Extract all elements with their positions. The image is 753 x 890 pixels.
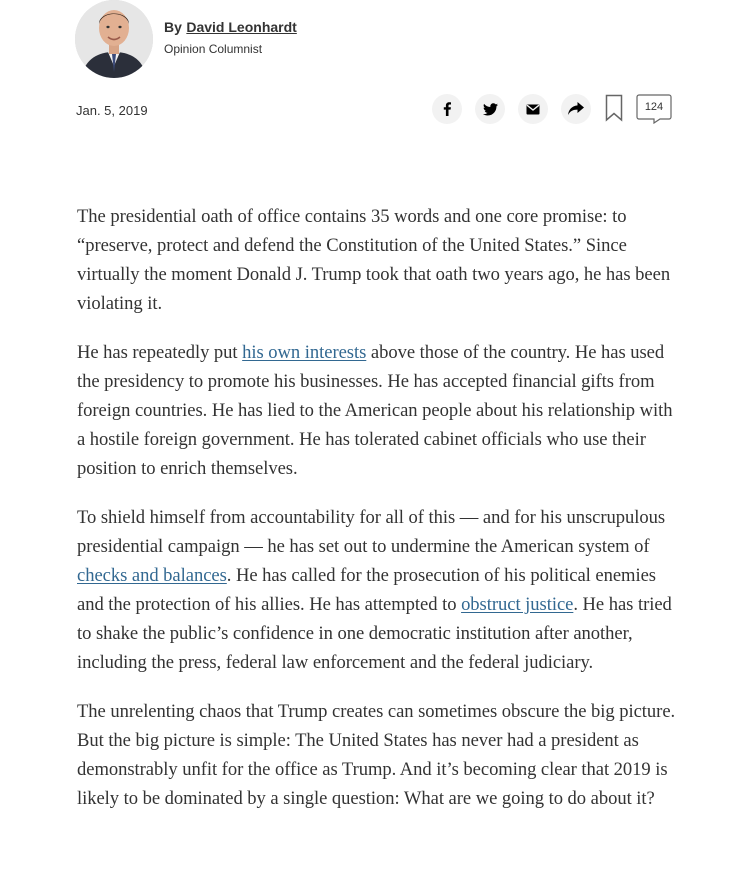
his-own-interests-link[interactable]: his own interests xyxy=(242,342,367,363)
author-avatar[interactable] xyxy=(75,0,153,78)
paragraph-3-text-a: To shield himself from accountability for all of this — and for his unscrupulous presidential campaign — he has set out to undermine the American system of xyxy=(77,507,666,557)
paragraph-3 xyxy=(77,503,677,677)
obstruct-justice-link[interactable]: obstruct justice xyxy=(461,594,574,615)
author-name-link[interactable]: David Leonhardt xyxy=(186,19,297,35)
paragraph-3-text-b: . He has called for the prosecution of his political enemies and the protection of his allies. He has attempted to xyxy=(77,565,656,615)
twitter-icon xyxy=(483,103,498,116)
paragraph-2-text-a: He has repeatedly put xyxy=(77,342,243,363)
email-icon xyxy=(526,104,540,115)
facebook-icon xyxy=(441,102,453,116)
comment-count: 124 xyxy=(644,101,664,113)
comments-button[interactable] xyxy=(636,94,672,124)
email-share-button[interactable] xyxy=(518,94,548,124)
more-share-button[interactable] xyxy=(561,94,591,124)
meta-row xyxy=(76,95,676,125)
share-icon xyxy=(568,102,584,116)
paragraph-4: The unrelenting chaos that Trump creates can sometimes obscure the big picture. But the big picture is simple: The United States has never had a president as demonstrably unfit for the office as Trump. And it’s becoming clear that 2019 is likely to be dominated by a single question: What are we going to do about it? xyxy=(77,701,676,809)
checks-and-balances-link[interactable]: checks and balances xyxy=(77,565,227,586)
article-body xyxy=(77,202,677,833)
paragraph-2-text-b: above those of the country. He has used the presidency to promote his businesses. He has accepted financial gifts from foreign countries. He has lied to the American people about his relationship with a hostile foreign government. He has tolerated cabinet officials who use their position to enrich themselves. xyxy=(77,342,673,479)
bookmark-icon xyxy=(605,94,623,122)
paragraph-2 xyxy=(77,338,677,483)
byline-prefix: By xyxy=(164,19,182,35)
twitter-share-button[interactable] xyxy=(475,94,505,124)
facebook-share-button[interactable] xyxy=(432,94,462,124)
publish-date: Jan. 5, 2019 xyxy=(76,103,148,118)
byline-section xyxy=(75,0,675,80)
paragraph-1: The presidential oath of office contains 35 words and one core promise: to “preserve, protect and defend the Constitution of the United States.” Since virtually the moment Donald J. Trump took that oath two years ago, he has been violating it. xyxy=(77,206,671,314)
byline-text xyxy=(164,19,297,56)
author-role: Opinion Columnist xyxy=(164,42,263,56)
paragraph-3-text-c: . He has tried to shake the public’s confidence in one democratic institution after another, including the press, federal law enforcement and the federal judiciary. xyxy=(77,594,672,673)
share-toolbar xyxy=(434,94,674,126)
author-photo xyxy=(75,0,153,78)
bookmark-button[interactable] xyxy=(605,94,623,122)
